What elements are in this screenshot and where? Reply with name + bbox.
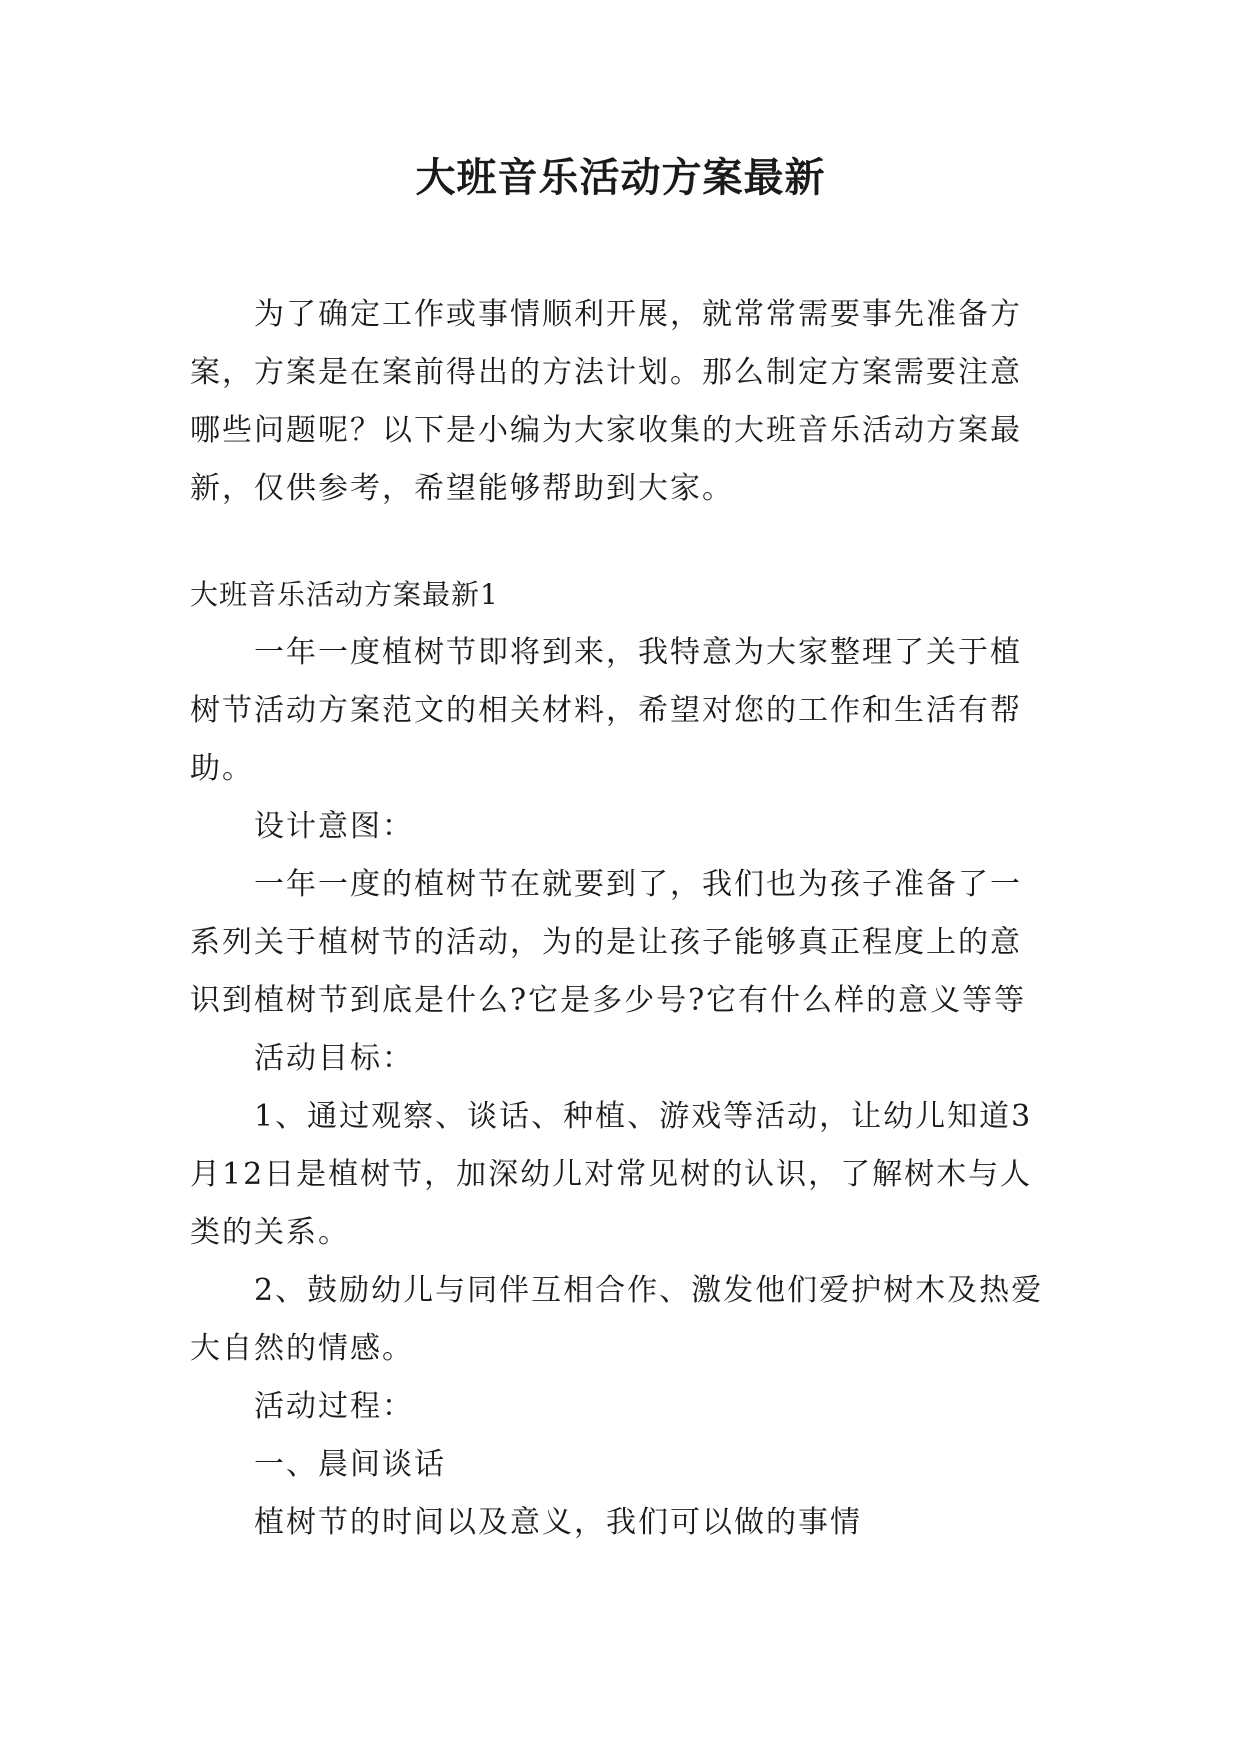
- body-paragraph: 一年一度的植树节在就要到了，我们也为孩子准备了一系列关于植树节的活动，为的是让孩子能够真正程度上的意识到植树节到底是什么?它是多少号?它有什么样的意义等等: [190, 867, 1027, 1018]
- goal-item: 2、鼓励幼儿与同伴互相合作、激发他们爱护树木及热爱大自然的情感。: [190, 1273, 1044, 1366]
- goal-item: 1、通过观察、谈话、种植、游戏等活动，让幼儿知道3月12日是植树节，加深幼儿对常见树的认识，了解树木与人类的关系。: [190, 1099, 1033, 1250]
- intro-paragraph: 为了确定工作或事情顺利开展，就常常需要事先准备方案，方案是在案前得出的方法计划。那么制定方案需要注意哪些问题呢？以下是小编为大家收集的大班音乐活动方案最新，仅供参考，希望能够帮助到大家。: [190, 297, 1022, 506]
- subheading-design-intent: 设计意图：: [254, 809, 414, 844]
- subheading-activity-process: 活动过程：: [254, 1389, 414, 1424]
- document-title: 大班音乐活动方案最新: [415, 155, 826, 201]
- document-body: [190, 286, 1050, 1552]
- subheading-activity-goals: 活动目标：: [254, 1041, 414, 1076]
- body-paragraph: 一年一度植树节即将到来，我特意为大家整理了关于植树节活动方案范文的相关材料，希望对您的工作和生活有帮助。: [190, 635, 1022, 786]
- process-step-heading: 一、晨间谈话: [254, 1447, 446, 1482]
- section-heading: 大班音乐活动方案最新1: [190, 578, 499, 611]
- body-paragraph: 植树节的时间以及意义，我们可以做的事情: [254, 1505, 862, 1540]
